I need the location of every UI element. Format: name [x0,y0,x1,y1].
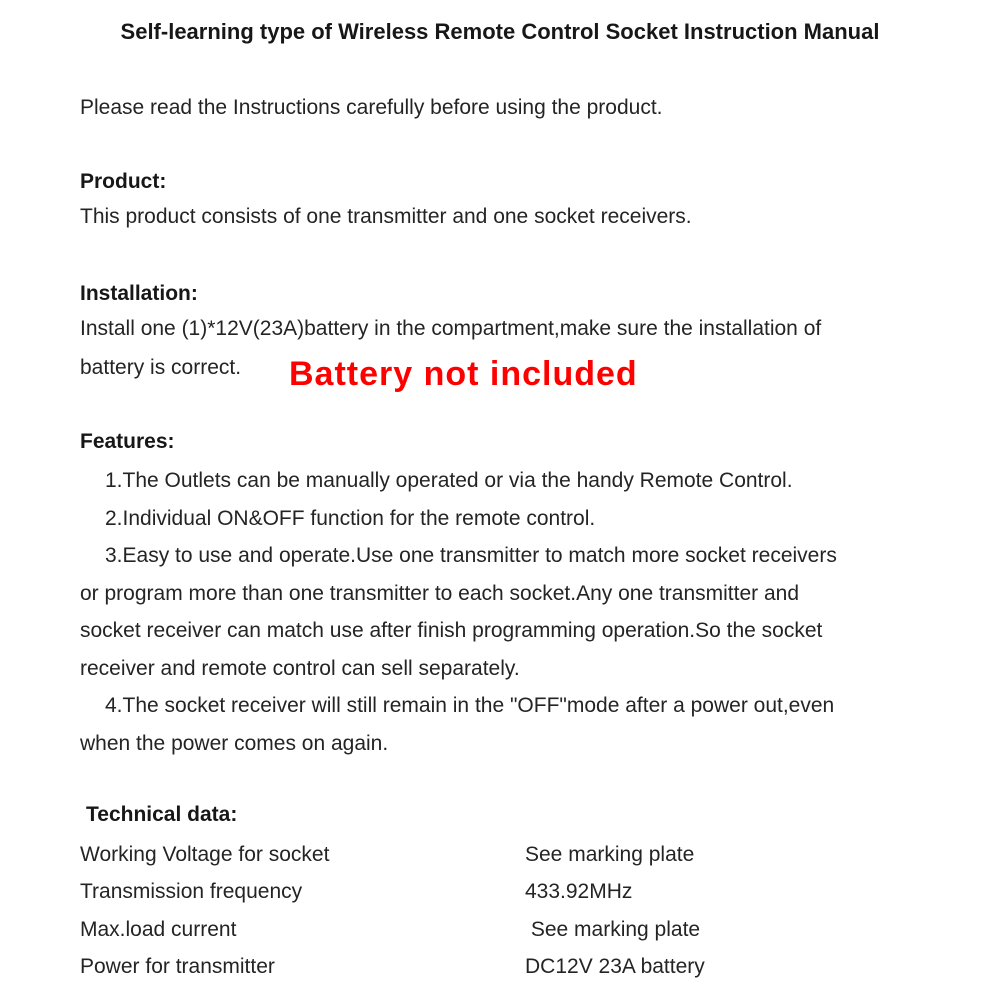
document-title: Self-learning type of Wireless Remote Control Socket Instruction Manual [120,19,880,44]
tech-label-max-load-current: Max.load current [80,917,237,941]
installation-heading: Installation: [80,282,198,305]
feature-item-3-line-2: or program more than one transmitter to each socket.Any one transmitter and [80,581,800,605]
table-row [80,948,960,985]
feature-item-4-line-2: when the power comes on again. [80,731,389,755]
tech-value-transmission-frequency: 433.92MHz [525,880,633,904]
tech-label-transmission-frequency: Transmission frequency [80,880,303,904]
tech-label-working-voltage: Working Voltage for socket [80,843,330,866]
tech-value-power-for-transmitter: DC12V 23A battery [525,954,705,978]
installation-line-2: battery is correct. [80,356,242,379]
technical-data-heading: Technical data: [86,803,238,826]
tech-value-working-voltage: See marking plate [525,843,695,866]
features-heading: Features: [80,430,175,453]
feature-item-2: 2.Individual ON&OFF function for the remote control. [105,506,596,530]
technical-data-table [80,836,960,985]
tech-label-power-for-transmitter: Power for transmitter [80,954,275,978]
product-heading: Product: [80,170,167,193]
product-description: This product consists of one transmitter and one socket receivers. [80,205,692,228]
feature-item-1: 1.The Outlets can be manually operated or via the handy Remote Control. [105,469,793,492]
table-row [80,873,960,910]
feature-item-3-line-4: receiver and remote control can sell separately. [80,656,520,680]
intro-text: Please read the Instructions carefully before using the product. [80,96,663,119]
feature-item-3-line-3: socket receiver can match use after finish programming operation.So the socket [80,619,823,642]
installation-line-1: Install one (1)*12V(23A)battery in the compartment,make sure the installation of [80,317,822,340]
table-row [80,836,960,873]
features-list [80,462,980,762]
tech-value-max-load-current: See marking plate [525,917,701,941]
table-row [80,911,960,948]
feature-item-4-line-1: 4.The socket receiver will still remain in the "OFF"mode after a power out,even [105,694,835,717]
feature-item-3-line-1: 3.Easy to use and operate.Use one transmitter to match more socket receivers [105,544,837,567]
battery-not-included-note: Battery not included [289,355,638,393]
